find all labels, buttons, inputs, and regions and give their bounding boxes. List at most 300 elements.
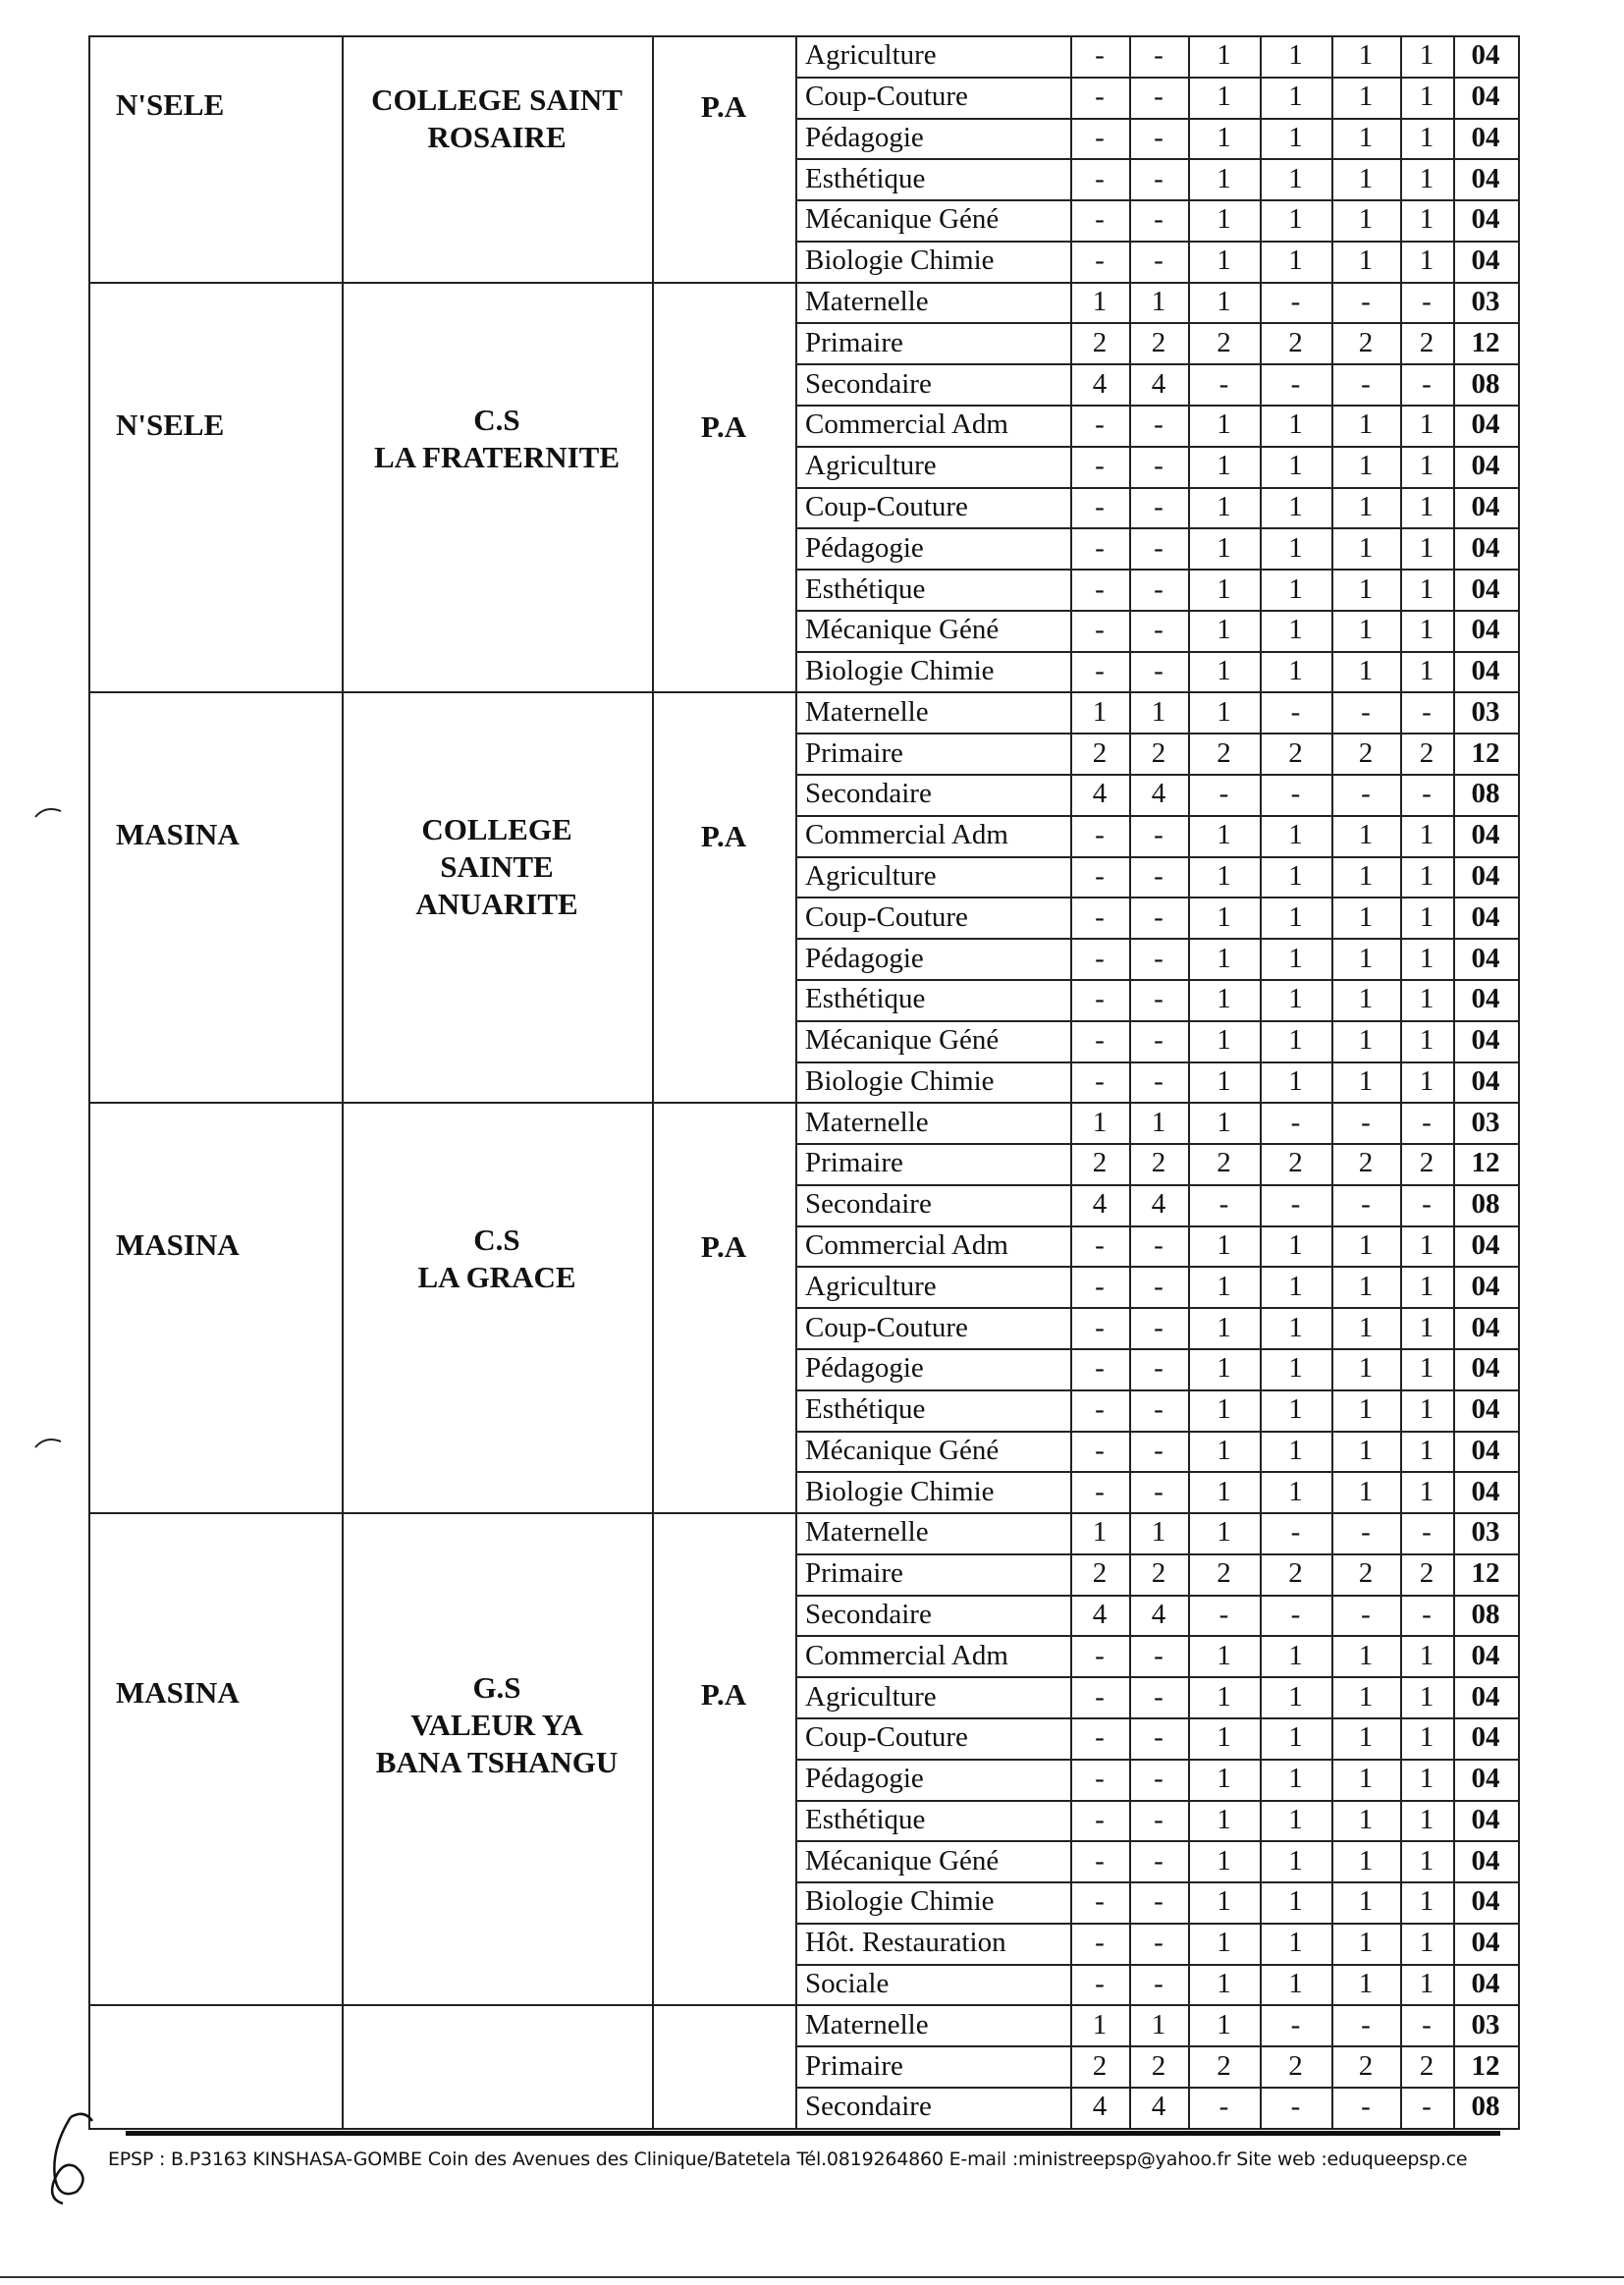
grade-count: - <box>1154 1311 1164 1343</box>
school-name-line: COLLEGE SAINT <box>371 82 623 117</box>
grade-count: - <box>1290 1106 1301 1138</box>
section-name: Maternelle <box>805 1516 929 1549</box>
grade-count: - <box>1095 450 1105 482</box>
grade-count: - <box>1095 1927 1105 1959</box>
grade-count: 2 <box>1288 2049 1303 2082</box>
grade-count: - <box>1095 162 1105 194</box>
grade-count: 2 <box>1092 2049 1108 2082</box>
section-total: 04 <box>1471 81 1500 113</box>
grade-count: - <box>1422 367 1432 400</box>
section-total: 04 <box>1471 1927 1500 1959</box>
regime-label: P.A <box>700 408 747 444</box>
grade-count: 1 <box>1217 819 1231 851</box>
grade-count: - <box>1095 819 1105 851</box>
grade-count: 1 <box>1217 572 1231 605</box>
grade-count: - <box>1154 121 1164 153</box>
grade-count: 1 <box>1288 121 1303 153</box>
grade-count: 1 <box>1419 1393 1435 1426</box>
section-total: 04 <box>1471 1968 1500 2000</box>
grade-count: - <box>1095 572 1105 605</box>
section-name: Pédagogie <box>805 121 924 153</box>
grade-count: 1 <box>1288 245 1303 277</box>
grade-count: - <box>1218 1599 1229 1630</box>
grade-count: 1 <box>1217 39 1231 72</box>
section-name: Agriculture <box>805 450 937 482</box>
grade-count: - <box>1154 655 1164 687</box>
grade-count: - <box>1095 1763 1105 1795</box>
grade-count: - <box>1154 572 1164 605</box>
grade-count: - <box>1154 859 1164 892</box>
commune-name: N'SELE <box>116 407 225 442</box>
handwritten-initial-icon <box>41 2109 100 2207</box>
grade-count: 1 <box>1419 1721 1435 1754</box>
section-name: Primaire <box>805 736 903 769</box>
grade-count: 1 <box>1358 614 1374 646</box>
regime-label: P.A <box>700 1676 747 1712</box>
grade-count: - <box>1154 1228 1164 1261</box>
grade-count: 1 <box>1419 572 1435 605</box>
grade-count: - <box>1290 2008 1301 2040</box>
grade-count: 1 <box>1358 1763 1374 1795</box>
section-name: Commercial Adm <box>805 819 1008 851</box>
grade-count: 2 <box>1092 1557 1108 1590</box>
grade-count: 1 <box>1217 1475 1231 1507</box>
section-name: Coup-Couture <box>805 490 968 522</box>
grade-count: - <box>1154 408 1164 441</box>
section-total: 04 <box>1471 121 1500 153</box>
section-name: Coup-Couture <box>805 1721 968 1754</box>
grade-count: 1 <box>1419 121 1435 153</box>
section-name: Mécanique Géné <box>805 614 1000 646</box>
grade-count: - <box>1422 286 1432 318</box>
grade-count: 1 <box>1358 1064 1374 1097</box>
grade-count: - <box>1154 900 1164 933</box>
section-name: Esthétique <box>805 983 926 1015</box>
grade-count: 2 <box>1288 1557 1303 1590</box>
grade-count: 1 <box>1419 450 1435 482</box>
grade-count: 2 <box>1151 2049 1166 2082</box>
section-total: 04 <box>1471 203 1500 236</box>
grade-count: 1 <box>1288 1680 1303 1713</box>
grade-count: 1 <box>1358 1844 1374 1877</box>
grade-count: - <box>1154 1844 1164 1877</box>
grade-count: - <box>1290 367 1301 400</box>
grade-count: 1 <box>1217 1516 1231 1549</box>
grade-count: - <box>1095 655 1105 687</box>
grade-count: - <box>1095 1270 1105 1302</box>
grade-count: 1 <box>1151 695 1166 728</box>
section-name: Secondaire <box>805 778 932 810</box>
grade-count: 4 <box>1151 1188 1166 1221</box>
grade-count: 2 <box>1358 1557 1374 1590</box>
grade-count: 1 <box>1358 655 1374 687</box>
school-name-line: VALEUR YA <box>410 1707 583 1742</box>
section-total: 12 <box>1471 1557 1500 1590</box>
section-total: 04 <box>1471 1803 1500 1835</box>
grade-count: 1 <box>1288 942 1303 974</box>
grade-count: 1 <box>1217 983 1231 1015</box>
grade-count: - <box>1361 367 1371 400</box>
section-total: 04 <box>1471 1393 1500 1426</box>
grade-count: 1 <box>1358 942 1374 974</box>
grade-count: 1 <box>1288 1844 1303 1877</box>
footer-address: EPSP : B.P3163 KINSHASA-GOMBE Coin des Avenues des Clinique/Batetela Tél.0819264860 E-mail :ministreepsp@yahoo.fr Site web :eduqueepsp.ce <box>108 2149 1468 2170</box>
grade-count: 1 <box>1288 655 1303 687</box>
grade-count: 1 <box>1419 1844 1435 1877</box>
grade-count: 1 <box>1358 39 1374 72</box>
section-name: Maternelle <box>805 2008 929 2040</box>
grade-count: - <box>1095 121 1105 153</box>
grade-count: 1 <box>1288 1352 1303 1385</box>
section-total: 03 <box>1471 2008 1500 2040</box>
grade-count: - <box>1361 1599 1371 1630</box>
grade-count: 1 <box>1288 1968 1303 2000</box>
grade-count: 1 <box>1358 1352 1374 1385</box>
grade-count: 2 <box>1217 1557 1231 1590</box>
grade-count: 1 <box>1358 531 1374 564</box>
grade-count: 1 <box>1217 81 1231 113</box>
grade-count: - <box>1154 1639 1164 1671</box>
grade-count: 1 <box>1419 1311 1435 1343</box>
grade-count: 1 <box>1288 1763 1303 1795</box>
grade-count: 1 <box>1288 1024 1303 1057</box>
grade-count: 1 <box>1151 1516 1166 1549</box>
grade-count: 1 <box>1288 1475 1303 1507</box>
grade-count: 1 <box>1217 1311 1231 1343</box>
grade-count: - <box>1290 1599 1301 1630</box>
grade-count: 1 <box>1092 286 1108 318</box>
grade-count: - <box>1154 1763 1164 1795</box>
grade-count: - <box>1154 531 1164 564</box>
grade-count: - <box>1095 203 1105 236</box>
grade-count: - <box>1290 778 1301 810</box>
grade-count: 1 <box>1419 1927 1435 1959</box>
school-name-line: G.S <box>472 1669 521 1705</box>
grade-count: 2 <box>1092 326 1108 358</box>
grade-count: 1 <box>1288 408 1303 441</box>
grade-count: - <box>1154 1475 1164 1507</box>
section-name: Coup-Couture <box>805 81 968 113</box>
section-total: 04 <box>1471 1721 1500 1754</box>
section-total: 12 <box>1471 1147 1500 1179</box>
grade-count: - <box>1095 490 1105 522</box>
grade-count: 2 <box>1419 1557 1435 1590</box>
grade-count: - <box>1218 1188 1229 1221</box>
school-name-line: ANUARITE <box>415 887 578 922</box>
grade-count: 1 <box>1419 39 1435 72</box>
page-bottom-rule <box>0 2276 1624 2278</box>
table-right-border <box>1518 35 1520 2128</box>
grade-count: 1 <box>1288 450 1303 482</box>
section-name: Secondaire <box>805 1599 932 1630</box>
school-name <box>342 1512 652 2004</box>
grade-count: - <box>1154 1721 1164 1754</box>
grade-count: 1 <box>1419 1885 1435 1918</box>
grade-count: - <box>1422 2008 1432 2040</box>
school-block-border <box>88 2128 795 2130</box>
grade-count: 1 <box>1419 490 1435 522</box>
section-total: 04 <box>1471 1680 1500 1713</box>
grade-count: 1 <box>1217 121 1231 153</box>
grade-count: - <box>1154 983 1164 1015</box>
grade-count: 1 <box>1217 286 1231 318</box>
grade-count: 4 <box>1092 367 1108 400</box>
grade-count: 2 <box>1358 736 1374 769</box>
grade-count: 1 <box>1419 162 1435 194</box>
section-name: Pédagogie <box>805 531 924 564</box>
section-name: Esthétique <box>805 1803 926 1835</box>
grade-count: - <box>1095 614 1105 646</box>
grade-count: - <box>1290 1516 1301 1549</box>
grade-count: - <box>1422 1188 1432 1221</box>
section-name: Agriculture <box>805 1680 937 1713</box>
grade-count: 1 <box>1358 408 1374 441</box>
section-name: Mécanique Géné <box>805 1434 1000 1466</box>
school-name-line: C.S <box>473 402 520 437</box>
section-name: Biologie Chimie <box>805 1475 995 1507</box>
section-total: 04 <box>1471 859 1500 892</box>
grade-count: - <box>1154 1927 1164 1959</box>
section-total: 04 <box>1471 900 1500 933</box>
section-total: 08 <box>1471 367 1500 400</box>
school-name-line: LA FRATERNITE <box>373 439 621 474</box>
grade-count: - <box>1218 778 1229 810</box>
grade-count: 1 <box>1217 614 1231 646</box>
grade-count: 1 <box>1288 1311 1303 1343</box>
grade-count: 1 <box>1419 408 1435 441</box>
grade-count: - <box>1361 2008 1371 2040</box>
grade-count: 1 <box>1288 819 1303 851</box>
grade-count: - <box>1154 203 1164 236</box>
grade-count: - <box>1095 408 1105 441</box>
section-name: Biologie Chimie <box>805 1064 995 1097</box>
grade-count: 1 <box>1358 1968 1374 2000</box>
grade-count: 1 <box>1288 1434 1303 1466</box>
grade-count: - <box>1095 1352 1105 1385</box>
grade-count: - <box>1095 1064 1105 1097</box>
grade-count: 1 <box>1092 1516 1108 1549</box>
section-name: Pédagogie <box>805 942 924 974</box>
section-total: 04 <box>1471 1352 1500 1385</box>
grade-count: - <box>1422 1516 1432 1549</box>
grade-count: - <box>1154 450 1164 482</box>
section-total: 04 <box>1471 1639 1500 1671</box>
grade-count: 1 <box>1358 1228 1374 1261</box>
grade-count: 1 <box>1358 1475 1374 1507</box>
grade-count: 1 <box>1419 1064 1435 1097</box>
section-name: Hôt. Restauration <box>805 1927 1006 1959</box>
grade-count: 1 <box>1358 490 1374 522</box>
grade-count: 1 <box>1419 81 1435 113</box>
grade-count: 1 <box>1217 245 1231 277</box>
grade-count: - <box>1154 245 1164 277</box>
section-total: 04 <box>1471 655 1500 687</box>
grade-count: 1 <box>1288 81 1303 113</box>
grade-count: 1 <box>1358 1270 1374 1302</box>
grade-count: - <box>1422 1599 1432 1630</box>
grade-count: 1 <box>1419 983 1435 1015</box>
grade-count: 1 <box>1419 1434 1435 1466</box>
grade-count: 1 <box>1419 1024 1435 1057</box>
grade-count: 2 <box>1288 736 1303 769</box>
grade-count: - <box>1095 1434 1105 1466</box>
grade-count: - <box>1095 1844 1105 1877</box>
school-name <box>342 2004 652 2127</box>
grade-count: - <box>1095 1311 1105 1343</box>
grade-count: - <box>1361 1188 1371 1221</box>
grade-count: - <box>1422 695 1432 728</box>
grade-count: 1 <box>1358 1639 1374 1671</box>
grade-count: 1 <box>1358 1311 1374 1343</box>
section-total: 03 <box>1471 695 1500 728</box>
regime-label: P.A <box>700 88 747 124</box>
section-name: Primaire <box>805 326 903 358</box>
section-name: Sociale <box>805 1968 890 2000</box>
grade-count: 1 <box>1358 121 1374 153</box>
grade-count: 1 <box>1217 1434 1231 1466</box>
section-total: 08 <box>1471 1599 1500 1630</box>
grade-count: 1 <box>1217 1228 1231 1261</box>
section-name: Mécanique Géné <box>805 203 1000 236</box>
grade-count: - <box>1095 1024 1105 1057</box>
section-total: 04 <box>1471 1270 1500 1302</box>
grade-count: 1 <box>1217 1270 1231 1302</box>
punch-mark-icon <box>33 803 63 819</box>
grade-count: 1 <box>1419 1680 1435 1713</box>
regime-label: P.A <box>700 819 747 854</box>
grade-count: 1 <box>1217 531 1231 564</box>
grade-count: 2 <box>1358 2049 1374 2082</box>
grade-count: - <box>1154 162 1164 194</box>
grade-count: - <box>1095 81 1105 113</box>
grade-count: 1 <box>1358 819 1374 851</box>
section-name: Maternelle <box>805 286 929 318</box>
grade-count: 1 <box>1288 1721 1303 1754</box>
section-total: 04 <box>1471 1228 1500 1261</box>
grade-count: 4 <box>1092 1599 1108 1630</box>
section-total: 04 <box>1471 245 1500 277</box>
grade-count: 1 <box>1419 1270 1435 1302</box>
grade-count: - <box>1154 1885 1164 1918</box>
grade-count: 1 <box>1288 983 1303 1015</box>
grade-count: 1 <box>1217 1680 1231 1713</box>
grade-count: - <box>1218 367 1229 400</box>
section-name: Commercial Adm <box>805 408 1008 441</box>
grade-count: 1 <box>1288 162 1303 194</box>
grade-count: 1 <box>1419 245 1435 277</box>
section-name: Coup-Couture <box>805 900 968 933</box>
grade-count: 4 <box>1151 2091 1166 2123</box>
grade-count: - <box>1095 900 1105 933</box>
grade-count: 1 <box>1288 859 1303 892</box>
section-name: Secondaire <box>805 1188 932 1221</box>
section-total: 03 <box>1471 1516 1500 1549</box>
grade-count: 2 <box>1151 326 1166 358</box>
grade-count: 1 <box>1288 490 1303 522</box>
commune-name: MASINA <box>116 1674 240 1710</box>
grade-count: 1 <box>1288 1270 1303 1302</box>
grade-count: 2 <box>1419 2049 1435 2082</box>
section-name: Agriculture <box>805 859 937 892</box>
grade-count: - <box>1361 1516 1371 1549</box>
section-total: 12 <box>1471 2049 1500 2082</box>
section-total: 04 <box>1471 1885 1500 1918</box>
grade-count: 1 <box>1288 39 1303 72</box>
grade-count: 1 <box>1288 1393 1303 1426</box>
commune-name: N'SELE <box>116 86 225 122</box>
grade-count: - <box>1422 2091 1432 2123</box>
grade-count: 1 <box>1217 1927 1231 1959</box>
grade-count: 1 <box>1217 1803 1231 1835</box>
grade-count: - <box>1361 286 1371 318</box>
grade-count: - <box>1095 859 1105 892</box>
section-name: Commercial Adm <box>805 1639 1008 1671</box>
punch-mark-icon <box>33 1434 63 1449</box>
grade-count: - <box>1095 1393 1105 1426</box>
grade-count: 1 <box>1217 655 1231 687</box>
section-total: 04 <box>1471 819 1500 851</box>
grade-count: 1 <box>1419 859 1435 892</box>
grade-count: - <box>1095 942 1105 974</box>
grade-count: 1 <box>1217 408 1231 441</box>
section-total: 04 <box>1471 490 1500 522</box>
footer-rule <box>126 2131 1500 2136</box>
grade-count: 1 <box>1419 203 1435 236</box>
grade-count: - <box>1290 286 1301 318</box>
grade-count: 1 <box>1419 1475 1435 1507</box>
grade-count: 1 <box>1358 162 1374 194</box>
grade-count: 1 <box>1217 203 1231 236</box>
grade-count: - <box>1422 778 1432 810</box>
section-total: 04 <box>1471 614 1500 646</box>
grade-count: 1 <box>1217 450 1231 482</box>
grade-count: 2 <box>1151 1147 1166 1179</box>
section-total: 04 <box>1471 1311 1500 1343</box>
section-total: 04 <box>1471 1434 1500 1466</box>
grade-count: - <box>1095 1803 1105 1835</box>
section-total: 03 <box>1471 1106 1500 1138</box>
grade-count: 2 <box>1419 1147 1435 1179</box>
grade-count: - <box>1361 2091 1371 2123</box>
grade-count: - <box>1218 2091 1229 2123</box>
grade-count: - <box>1154 942 1164 974</box>
grade-count: 1 <box>1217 1721 1231 1754</box>
grade-count: 1 <box>1288 614 1303 646</box>
grade-count: - <box>1154 1803 1164 1835</box>
section-total: 03 <box>1471 286 1500 318</box>
school-name <box>342 35 652 282</box>
grade-count: - <box>1095 1680 1105 1713</box>
grade-count: - <box>1154 490 1164 522</box>
grade-count: 1 <box>1358 900 1374 933</box>
school-name-line: LA GRACE <box>417 1260 576 1295</box>
section-name: Maternelle <box>805 1106 929 1138</box>
grade-count: 1 <box>1151 2008 1166 2040</box>
grade-count: 1 <box>1419 1968 1435 2000</box>
section-total: 12 <box>1471 326 1500 358</box>
section-name: Maternelle <box>805 695 929 728</box>
section-total: 04 <box>1471 1064 1500 1097</box>
grade-count: 1 <box>1217 859 1231 892</box>
section-name: Mécanique Géné <box>805 1844 1000 1877</box>
section-name: Coup-Couture <box>805 1311 968 1343</box>
grade-count: - <box>1290 2091 1301 2123</box>
grade-count: - <box>1095 1885 1105 1918</box>
section-total: 12 <box>1471 736 1500 769</box>
grade-count: 1 <box>1217 1968 1231 2000</box>
grade-count: 1 <box>1419 942 1435 974</box>
grade-count: 1 <box>1358 1927 1374 1959</box>
